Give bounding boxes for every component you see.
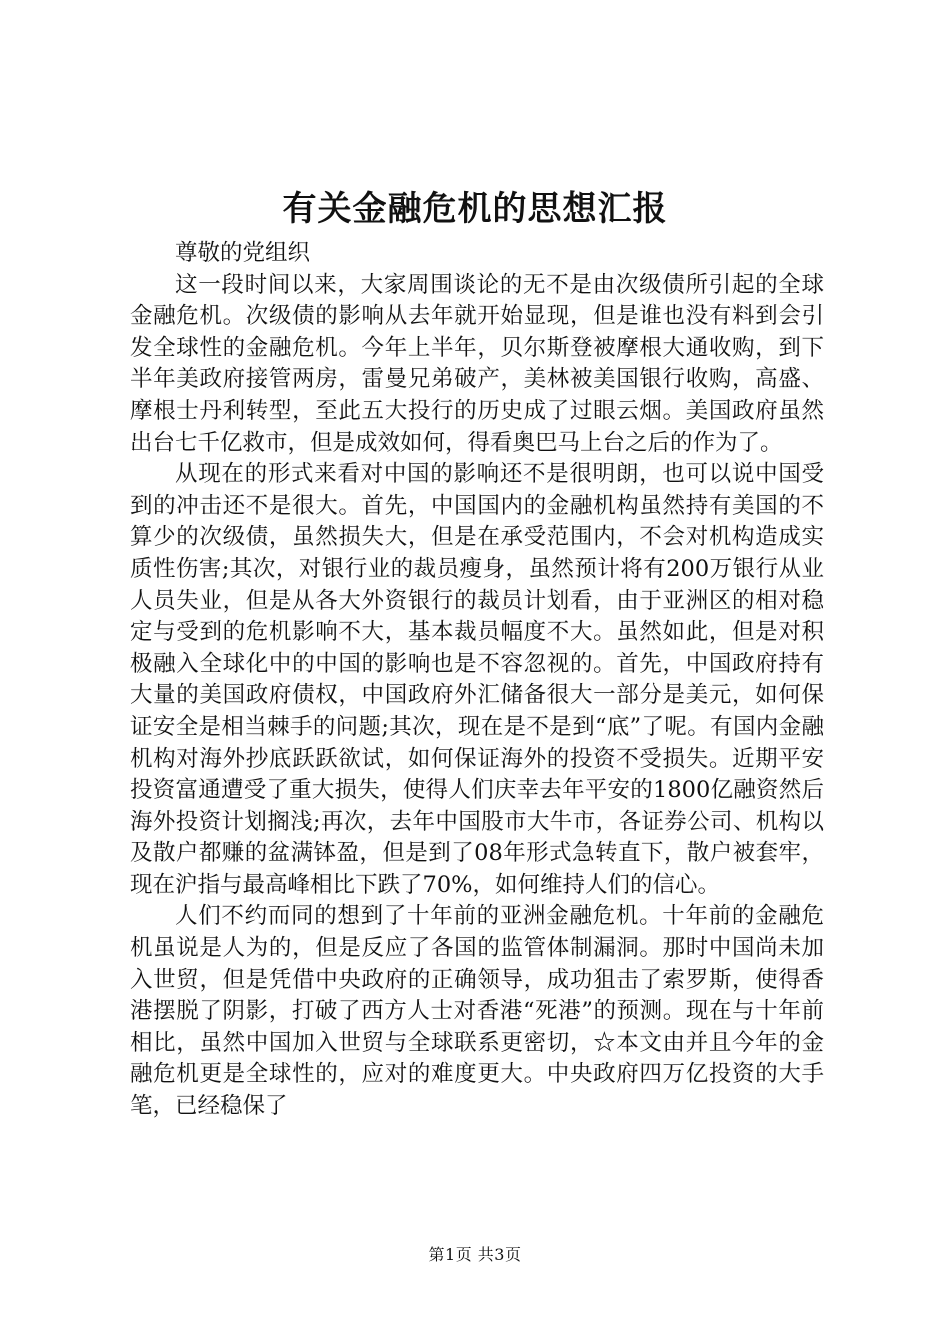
salutation: 尊敬的党组织 bbox=[175, 240, 311, 266]
page-footer: 第1页 共3页 bbox=[428, 1245, 522, 1264]
paragraph-3: 人们不约而同的想到了十年前的亚洲金融危机。十年前的金融危机虽说是人为的，但是反应了各国的监管体制漏洞。那时中国尚未加入世贸，但是凭借中央政府的正确领导，成功狙击了索罗斯，使得香港摆脱了阴影，打破了西方人士对香港“死港”的预测。现在与十年前相比，虽然中国加入世贸与全球联系更密切，☆本文由并且今年的金融危机更是全球性的，应对的难度更大。中央政府四万亿投资的大手笔，已经稳保了 bbox=[130, 903, 824, 1120]
paragraph-1: 这一段时间以来，大家周围谈论的无不是由次级债所引起的全球金融危机。次级债的影响从去年就开始显现，但是谁也没有料到会引发全球性的金融危机。今年上半年，贝尔斯登被摩根大通收购，到下半年美政府接管两房，雷曼兄弟破产，美林被美国银行收购，高盛、摩根士丹利转型，至此五大投行的历史成了过眼云烟。美国政府虽然出台七千亿救市，但是成效如何，得看奥巴马上台之后的作为了。 bbox=[130, 271, 824, 456]
paragraph-2: 从现在的形式来看对中国的影响还不是很明朗，也可以说中国受到的冲击还不是很大。首先，中国国内的金融机构虽然持有美国的不算少的次级债，虽然损失大，但是在承受范围内，不会对机构造成实质性伤害;其次，对银行业的裁员瘦身，虽然预计将有200万银行从业人员失业，但是从各大外资银行的裁员计划看，由于亚洲区的相对稳定与受到的危机影响不大，基本裁员幅度不大。虽然如此，但是对积极融入全球化中的中国的影响也是不容忽视的。首先，中国政府持有大量的美国政府债权，中国政府外汇储备很大一部分是美元，如何保证安全是相当棘手的问题;其次，现在是不是到“底”了呢。有国内金融机构对海外抄底跃跃欲试，如何保证海外的投资不受损失。近期平安投资富通遭受了重大损失，使得人们庆幸去年平安的1800亿融资然后海外投资计划搁浅;再次，去年中国股市大牛市，各证券公司、机构以及散户都赚的盆满钵盈，但是到了08年形式急转直下，散户被套牢，现在沪指与最高峰相比下跌了70%，如何维持人们的信心。 bbox=[130, 461, 824, 898]
document-body bbox=[130, 238, 824, 1123]
document-title: 有关金融危机的思想汇报 bbox=[282, 189, 668, 229]
